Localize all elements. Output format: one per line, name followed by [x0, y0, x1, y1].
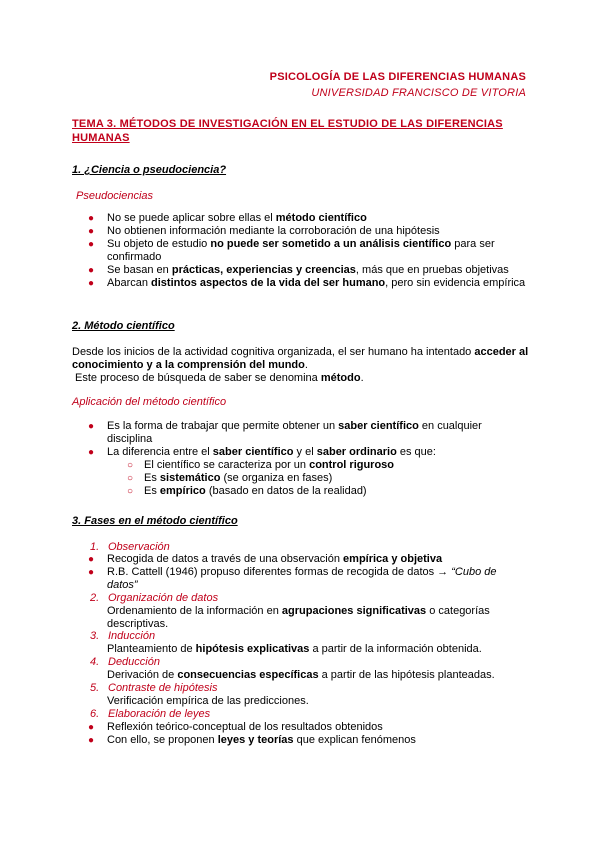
contraste-desc: Verificación empírica de las predicciones. [107, 695, 309, 707]
bullet-icon: ● [88, 226, 95, 237]
list-item: ● Con ello, se proponen leyes y teorías que explican fenómenos [88, 734, 416, 746]
section1-title: 1. ¿Ciencia o pseudociencia? [72, 164, 227, 176]
induccion-desc: Planteamiento de hipótesis explicativas a partir de la información obtenida. [107, 643, 482, 655]
bullet-icon: ● [88, 239, 95, 250]
list-item: ● La diferencia entre el saber científico y el saber ordinario es que: [88, 446, 436, 458]
list-item: ● Se basan en prácticas, experiencias y creencias, más que en pruebas objetivas [88, 264, 509, 276]
bullet-icon: ● [88, 722, 95, 733]
bullet-icon: ● [88, 421, 95, 432]
list-item: ● Es la forma de trabajar que permite obtener un saber científico en cualquier disciplina [88, 420, 482, 445]
list-item: ○ Es empírico (basado en datos de la realidad) [127, 485, 367, 497]
list-item: ● Recogida de datos a través de una observación empírica y objetiva [88, 553, 443, 565]
circle-bullet-icon: ○ [127, 473, 134, 484]
bullet-icon: ● [88, 554, 95, 565]
bullet-icon: ● [88, 278, 95, 289]
aplicacion-list [0, 420, 527, 459]
document-page: PSICOLOGÍA DE LAS DIFERENCIAS HUMANAS UNIVERSIDAD FRANCISCO DE VITORIA TEMA 3. MÉTODOS DE INVESTIGACIÓN EN EL ESTUDIO DE LAS DIFERENCIAS HUMANAS 1. ¿Ciencia o pseudociencia? Pseudociencias ● No se puede aplicar sobre ellas el método científico ● No obtienen información mediante la corroboración de una hipótesis ● Su objeto de estudio no puede ser sometido a un análisis científico para ser confirmado ● Se basan en prácticas, experiencias y creencias, más que en pruebas objetivas ● Abarcan distintos aspectos de la vida del ser humano, pero sin evidencia empírica 2. Método científico Desde los inicios de la actividad cognitiva organizada, el ser humano ha intentado acceder al conocimiento y a la comprensión del mundo. Este proceso de búsqueda de saber se denomina método. Aplicación del método científico ● Es la forma de trabajar que permite obtener un saber científico en cualquier disciplina ● La diferencia entre el saber científico y el saber ordinario es que: ○ El científico se caracteriza por un control riguroso ○ Es sistemático (se organiza en fases) ○ Es empírico (basado en datos de la realidad) 3. Fases en el método científico 1. Observación ● Recogida de datos a través de una observación empírica y objetiva ● R.B. Cattell (1946) propuso diferentes formas de recogida de datos → “Cubo de datos” 2. Organización de datos Ordenamiento de la información en agrupaciones significativas o categorías descriptivas. 3. Inducción Planteamiento de hipótesis explicativas a partir de la información obtenida. 4. Deducción Derivación de consecuencias específicas a partir de las hipótesis planteadas. 5. Contraste de hipótesis Verificación empírica de las predicciones. 6. Elaboración de leyes ● Reflexión teórico-conceptual de los resultados obtenidos ● Con ello, se proponen leyes y teorías que explican fenómenos [0, 0, 600, 848]
circle-bullet-icon: ○ [127, 486, 134, 497]
tema-title: TEMA 3. MÉTODOS DE INVESTIGACIÓN EN EL ESTUDIO DE LAS DIFERENCIAS HUMANAS [72, 118, 503, 144]
section2-title: 2. Método científico [72, 320, 175, 332]
leyes-list [0, 721, 527, 747]
list-item: ● Reflexión teórico-conceptual de los resultados obtenidos [88, 721, 383, 733]
course-title: PSICOLOGÍA DE LAS DIFERENCIAS HUMANAS [269, 71, 526, 83]
metodo-paragraph: Desde los inicios de la actividad cognitiva organizada, el ser humano ha intentado acceder al conocimiento y a la comprensión del mundo. [72, 346, 529, 371]
list-item: ● R.B. Cattell (1946) propuso diferentes formas de recogida de datos → “Cubo de datos” [88, 566, 497, 591]
metodo-definition: Este proceso de búsqueda de saber se denomina método. [75, 372, 364, 384]
pseudociencias-subtitle: Pseudociencias [76, 190, 154, 202]
deduccion-desc: Derivación de consecuencias específicas a partir de las hipótesis planteadas. [107, 669, 495, 681]
bullet-icon: ● [88, 447, 95, 458]
list-item: ● Abarcan distintos aspectos de la vida del ser humano, pero sin evidencia empírica [88, 277, 526, 289]
university-name: UNIVERSIDAD FRANCISCO DE VITORIA [311, 87, 526, 99]
list-item: ● No obtienen información mediante la corroboración de una hipótesis [88, 225, 440, 237]
diferencia-list [0, 459, 524, 498]
observacion-list [0, 553, 527, 592]
aplicacion-subtitle: Aplicación del método científico [72, 396, 227, 408]
pseudociencias-list [0, 212, 527, 290]
organizacion-desc: Ordenamiento de la información en agrupaciones significativas o categorías descriptivas. [107, 605, 490, 630]
bullet-icon: ● [88, 265, 95, 276]
bullet-icon: ● [88, 213, 95, 224]
list-item: ● No se puede aplicar sobre ellas el método científico [88, 212, 367, 224]
list-item: ● Su objeto de estudio no puede ser sometido a un análisis científico para ser confirmado [88, 238, 495, 263]
list-item: ○ Es sistemático (se organiza en fases) [127, 472, 333, 484]
circle-bullet-icon: ○ [127, 460, 134, 471]
section3-title: 3. Fases en el método científico [72, 515, 238, 527]
list-item: ○ El científico se caracteriza por un control riguroso [127, 459, 395, 471]
bullet-icon: ● [88, 567, 95, 578]
bullet-icon: ● [88, 735, 95, 746]
